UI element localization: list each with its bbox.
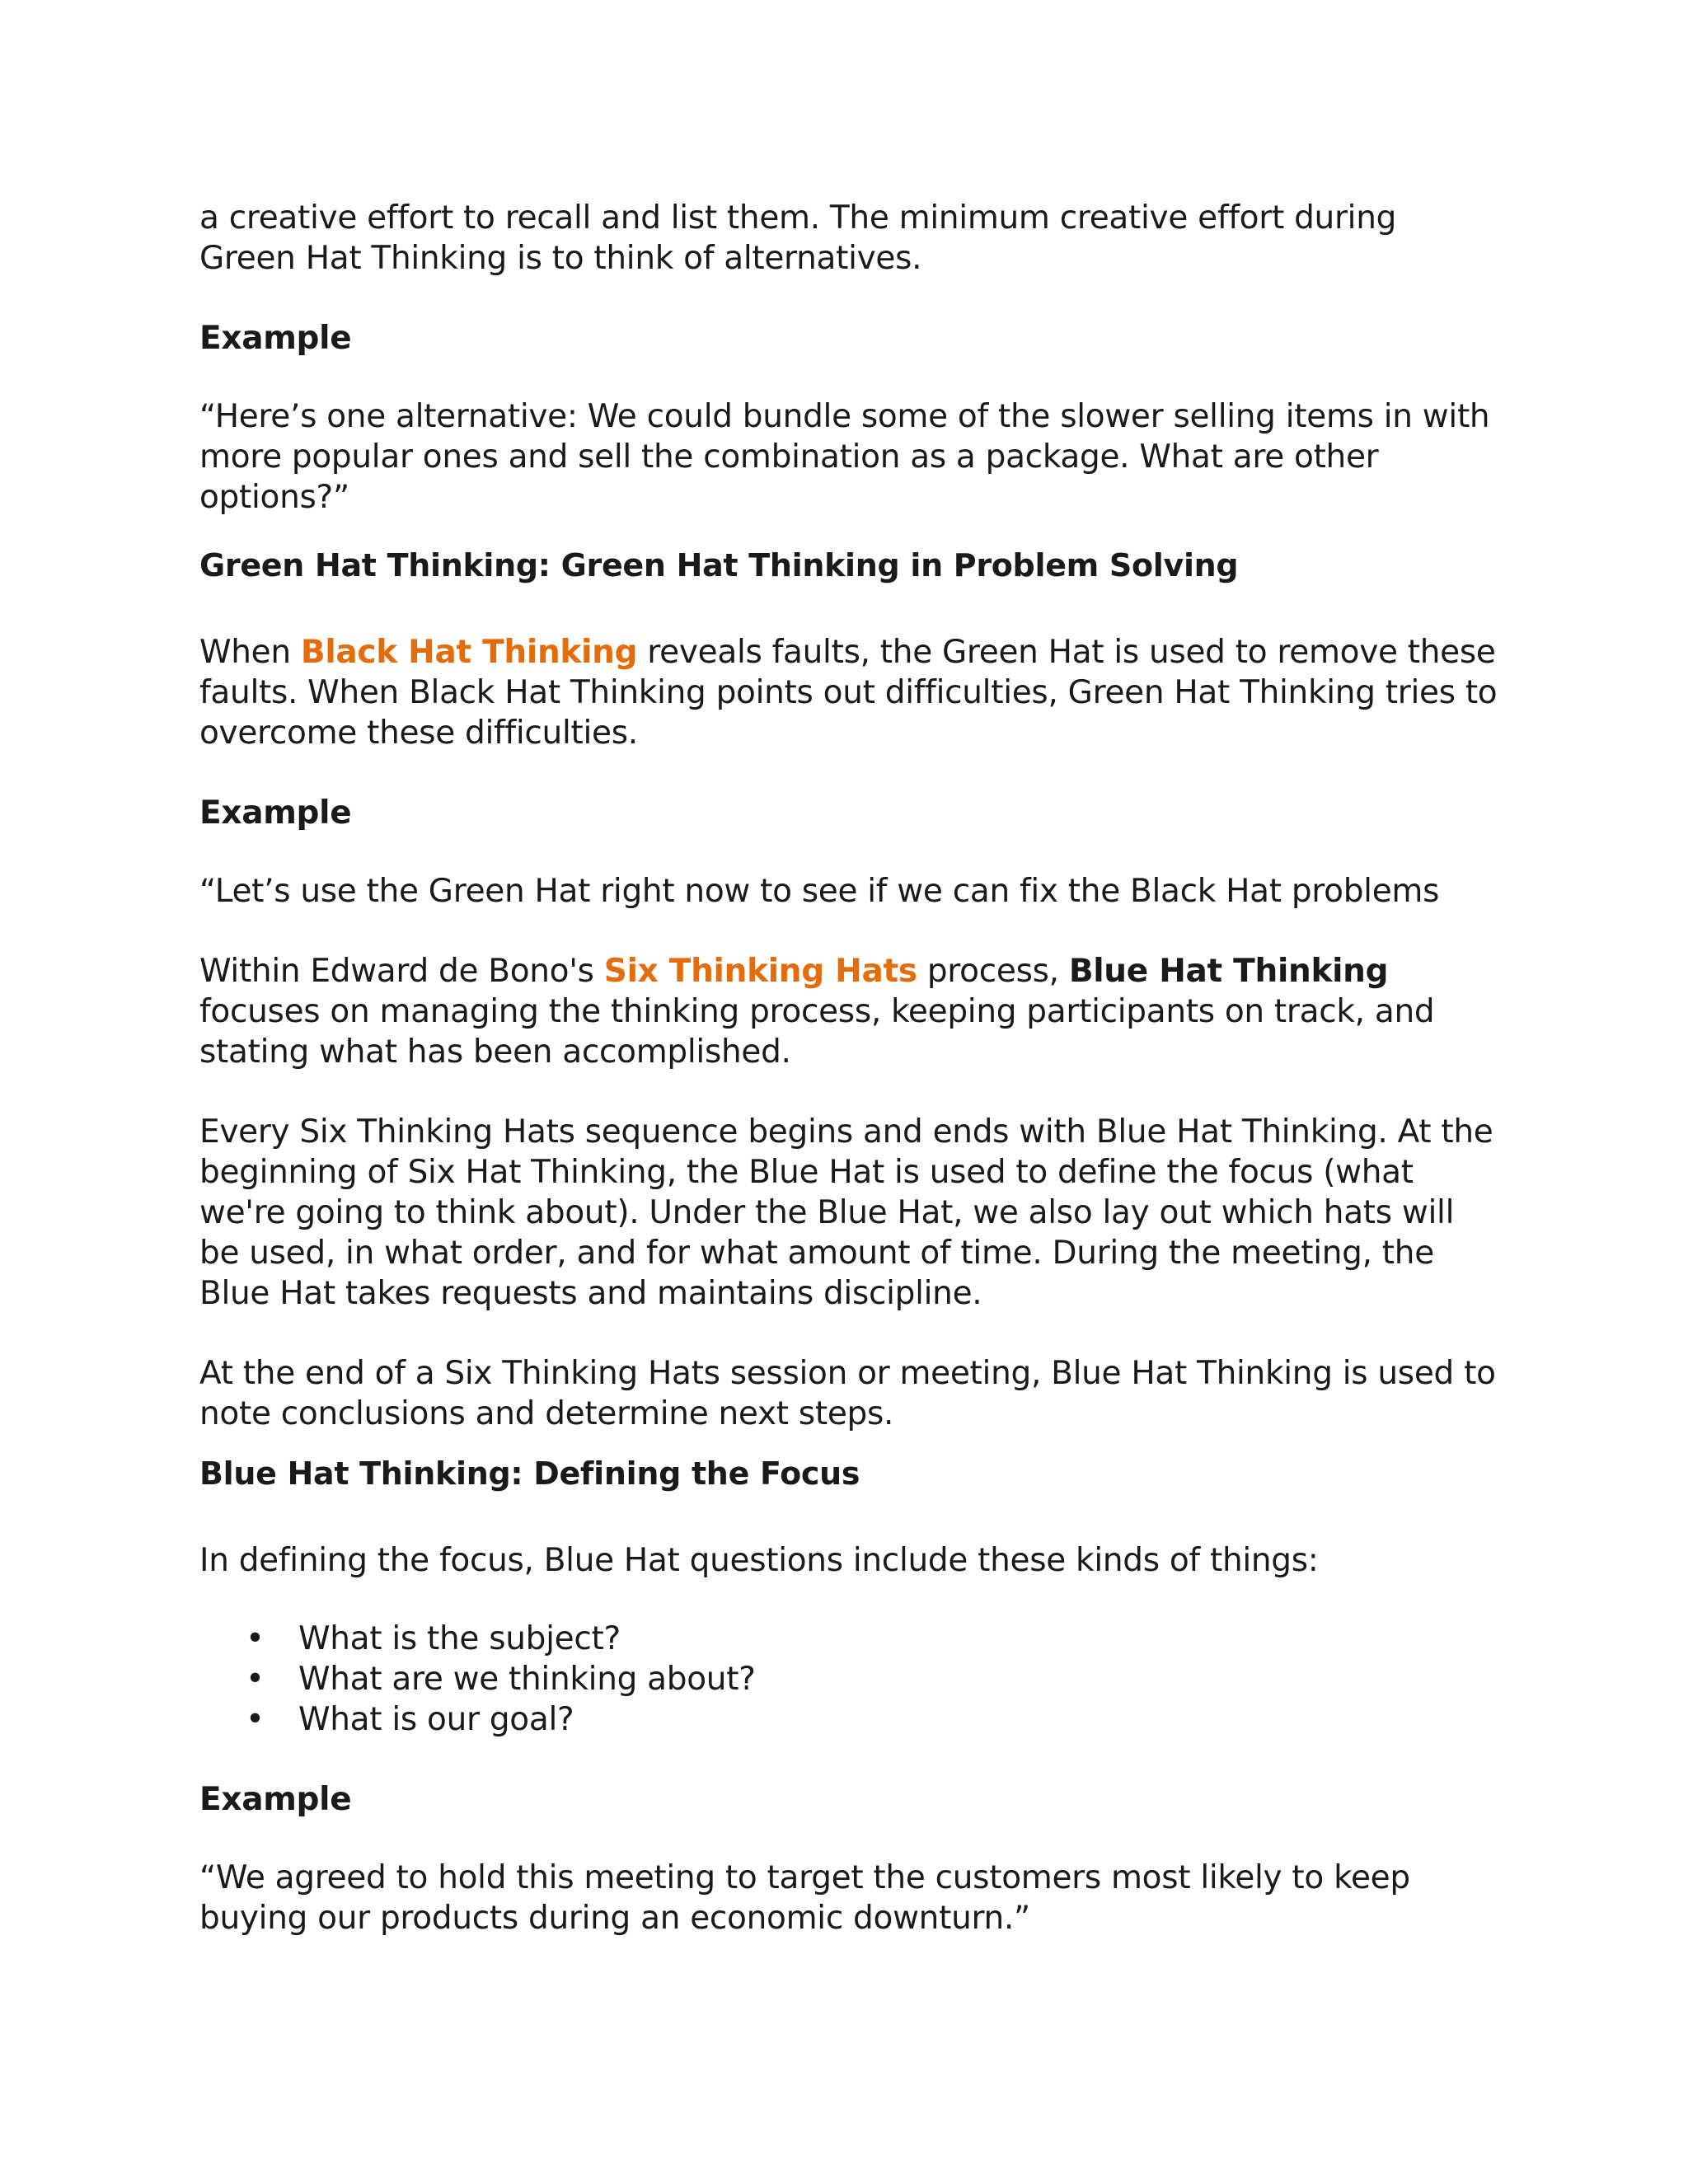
bullet-icon: • — [246, 1661, 265, 1698]
paragraph-blue-hat-intro — [199, 951, 1502, 1072]
section-heading-blue-hat: Blue Hat Thinking: Defining the Focus — [199, 1455, 860, 1492]
section-heading-green-hat: Green Hat Thinking: Green Hat Thinking in Problem Solving — [199, 547, 1239, 583]
example-label: Example — [199, 1781, 352, 1818]
text-segment: Within Edward de Bono's — [199, 953, 604, 990]
black-hat-thinking-link[interactable]: Black Hat Thinking — [300, 634, 638, 671]
text-segment: process, — [917, 953, 1069, 990]
example-label: Example — [199, 320, 352, 357]
text-segment: focuses on managing the thinking process, keeping participants on track, and stating what has been accomplished. — [199, 993, 1435, 1071]
example-quote-alternative: “Here’s one alternative: We could bundle some of the slower selling items in with more popular ones and sell the combination as a package. What are other options?” — [199, 398, 1490, 516]
list-item — [199, 1619, 1502, 1659]
text-segment: reveals faults, the Green Hat is used to remove these faults. When Black Hat Thinking points out difficulties, Green Hat Thinking tries to overcome these difficulties. — [199, 634, 1498, 752]
list-item — [199, 1699, 1502, 1740]
paragraph-black-hat-faults — [199, 632, 1502, 753]
paragraph-sequence: Every Six Thinking Hats sequence begins and ends with Blue Hat Thinking. At the beginning of Six Hat Thinking, the Blue Hat is used to define the focus (what we're going to think about). Under the Blue Hat, we also lay out which hats will be used, in what order, and for what amount of time. During the meeting, the Blue Hat takes requests and maintains discipline. — [199, 1113, 1493, 1312]
document-body — [199, 198, 1502, 1938]
paragraph-creative-effort: a creative effort to recall and list them. The minimum creative effort during Green Hat Thinking is to think of alternatives. — [199, 199, 1397, 277]
six-thinking-hats-link[interactable]: Six Thinking Hats — [603, 953, 917, 990]
text-segment: When — [199, 634, 301, 671]
example-quote-fix-problems: “Let’s use the Green Hat right now to see if we can fix the Black Hat problems — [199, 873, 1440, 910]
paragraph-end-session: At the end of a Six Thinking Hats session or meeting, Blue Hat Thinking is used to note conclusions and determine next steps. — [199, 1355, 1496, 1432]
paragraph-defining-focus: In defining the focus, Blue Hat questions include these kinds of things: — [199, 1542, 1319, 1579]
bullet-icon: • — [246, 1701, 265, 1738]
blue-hat-thinking-bold: Blue Hat Thinking — [1068, 953, 1389, 990]
focus-question-list — [199, 1619, 1502, 1740]
example-quote-target-customers: “We agreed to hold this meeting to target the customers most likely to keep buying our products during an economic downturn.” — [199, 1859, 1410, 1937]
list-item-text: What is the subject? — [298, 1620, 621, 1657]
list-item — [199, 1659, 1502, 1699]
list-item-text: What is our goal? — [298, 1701, 574, 1738]
bullet-icon: • — [246, 1620, 265, 1657]
list-item-text: What are we thinking about? — [298, 1661, 756, 1698]
example-label: Example — [199, 794, 352, 832]
